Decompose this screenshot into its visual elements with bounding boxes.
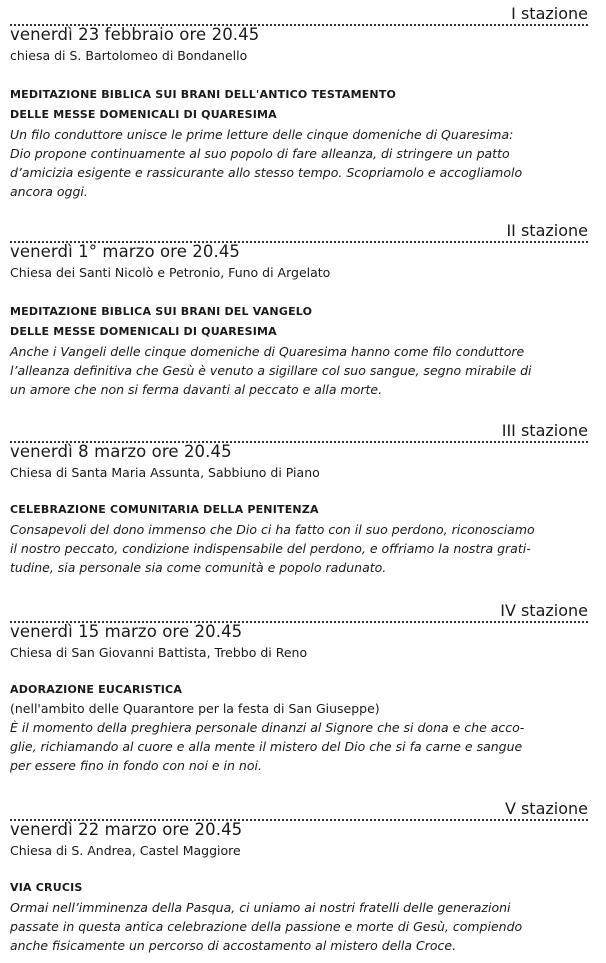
station-1 [10, 0, 588, 201]
event-title-line: VIA CRUCIS [10, 881, 83, 894]
description-line: Anche i Vangeli delle cinque domeniche di Quaresima hanno come filo conduttore [10, 344, 525, 359]
description-line: Dio propone continuamente al suo popolo di fare alleanza, di stringere un patto [10, 146, 510, 161]
description-line: Consapevoli del dono immenso che Dio ci ha fatto con il suo perdono, riconosciamo [10, 522, 535, 537]
description-line: anche fisicamente un percorso di accostamento al mistero della Croce. [10, 938, 457, 953]
event-place: Chiesa di San Giovanni Battista, Trebbo di Reno [10, 645, 308, 660]
event-title [10, 680, 588, 700]
description-line: ancora oggi. [10, 184, 88, 199]
station-header [10, 795, 588, 821]
event-description [10, 125, 588, 201]
station-header [10, 417, 588, 443]
event-title-line: MEDITAZIONE BIBLICA SUI BRANI DELL'ANTICO TESTAMENTO [10, 88, 397, 101]
event-title [10, 878, 588, 898]
station-header [10, 0, 588, 26]
station-4 [10, 597, 588, 775]
description-line: il nostro peccato, condizione indispensabile del perdono, e offriamo la nostra grati- [10, 541, 531, 556]
station-label: IV stazione [500, 601, 588, 620]
description-line: tudine, sia personale sia come comunità e popolo radunato. [10, 560, 387, 575]
event-description [10, 342, 588, 399]
station-header [10, 597, 588, 623]
event-title-line: CELEBRAZIONE COMUNITARIA DELLA PENITENZA [10, 503, 319, 516]
event-subtitle: (nell'ambito delle Quarantore per la festa di San Giuseppe) [10, 701, 380, 716]
event-title [10, 85, 588, 125]
event-title-line: ADORAZIONE EUCARISTICA [10, 683, 183, 696]
event-date: venerdì 1° marzo ore 20.45 [10, 242, 241, 261]
description-line: passate in questa antica celebrazione della passione e morte di Gesù, compiendo [10, 919, 523, 934]
description-line: l’alleanza definitiva che Gesù è venuto a sigillare col suo sangue, segno mirabile di [10, 363, 532, 378]
station-header [10, 217, 588, 243]
event-place: Chiesa di Santa Maria Assunta, Sabbiuno di Piano [10, 465, 320, 480]
description-line: per essere fino in fondo con noi e in noi. [10, 758, 262, 773]
station-label: III stazione [501, 421, 588, 440]
event-title-line: MEDITAZIONE BIBLICA SUI BRANI DEL VANGELO [10, 305, 313, 318]
event-title [10, 500, 588, 520]
station-3 [10, 417, 588, 577]
description-line: Ormai nell’imminenza della Pasqua, ci uniamo ai nostri fratelli delle generazioni [10, 900, 511, 915]
event-place: chiesa di S. Bartolomeo di Bondanello [10, 48, 248, 63]
event-date: venerdì 22 marzo ore 20.45 [10, 820, 243, 839]
event-place: Chiesa di S. Andrea, Castel Maggiore [10, 843, 241, 858]
station-label: II stazione [506, 221, 588, 240]
event-title [10, 302, 588, 342]
station-5 [10, 795, 588, 955]
event-date: venerdì 15 marzo ore 20.45 [10, 622, 243, 641]
station-2 [10, 217, 588, 399]
event-description [10, 520, 588, 577]
event-description [10, 898, 588, 955]
event-date: venerdì 23 febbraio ore 20.45 [10, 25, 260, 44]
event-date: venerdì 8 marzo ore 20.45 [10, 442, 232, 461]
event-place: Chiesa dei Santi Nicolò e Petronio, Funo di Argelato [10, 265, 331, 280]
event-title-line: DELLE MESSE DOMENICALI DI QUARESIMA [10, 108, 277, 121]
description-line: un amore che non si ferma davanti al peccato e alla morte. [10, 382, 383, 397]
description-line: glie, richiamando al cuore e alla mente il mistero del Dio che si fa carne e sangue [10, 739, 523, 754]
description-line: È il momento della preghiera personale dinanzi al Signore che si dona e che acco- [10, 720, 525, 735]
event-description [10, 718, 588, 775]
station-label: V stazione [504, 799, 588, 818]
description-line: d’amicizia esigente e rassicurante allo stesso tempo. Scopriamolo e accogliamolo [10, 165, 523, 180]
description-line: Un filo conduttore unisce le prime letture delle cinque domeniche di Quaresima: [10, 127, 514, 142]
event-title-line: DELLE MESSE DOMENICALI DI QUARESIMA [10, 325, 277, 338]
station-label: I stazione [511, 4, 588, 23]
